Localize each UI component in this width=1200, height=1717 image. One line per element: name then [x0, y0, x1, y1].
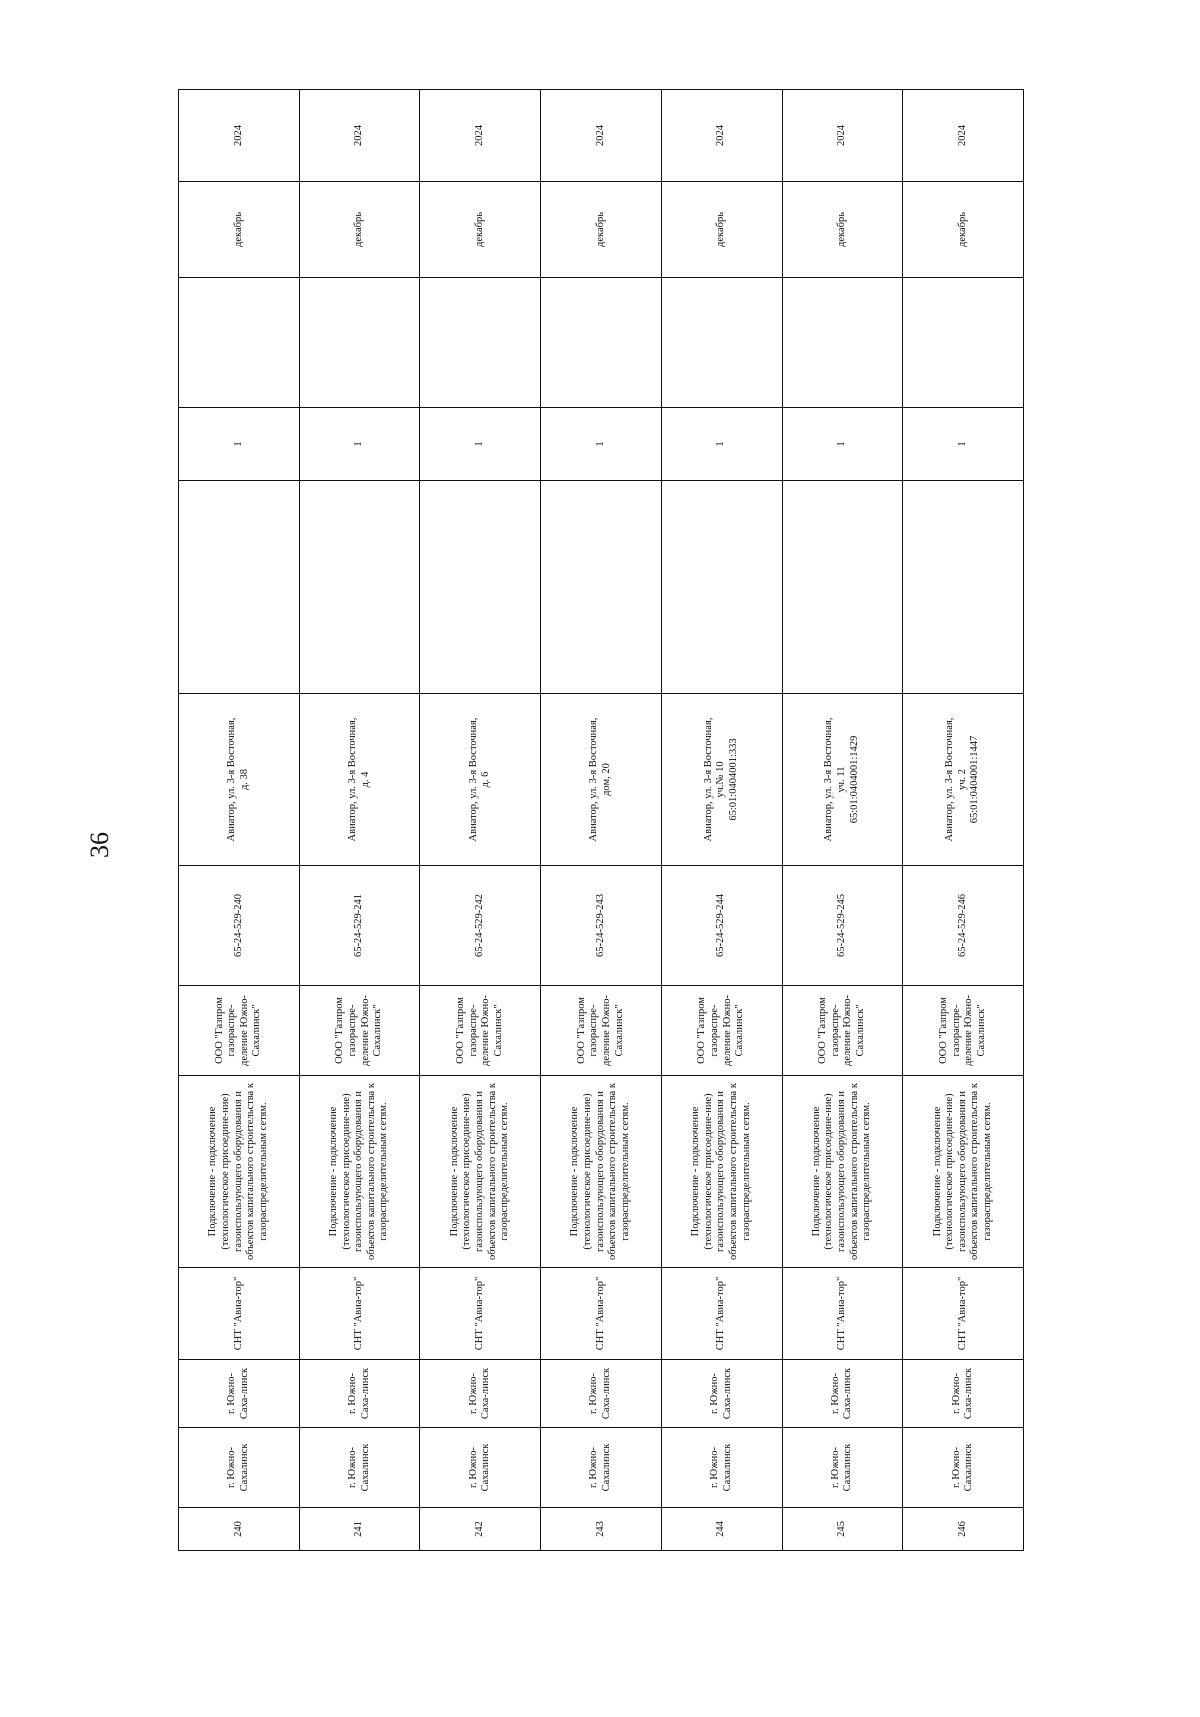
- organization-cell: ООО "Газпром газораспре-деление Южно-Сахалинск": [420, 986, 541, 1076]
- month-cell: декабрь: [299, 182, 420, 278]
- table-row: [179, 90, 300, 1551]
- table-row: [541, 90, 662, 1551]
- address-cell: Авиатор, ул. 3-я Восточная, д. 4: [299, 694, 420, 866]
- row-number-cell: 242: [420, 1508, 541, 1551]
- month-cell: декабрь: [541, 182, 662, 278]
- row-number-cell: 240: [179, 1508, 300, 1551]
- address-cell: Авиатор, ул. 3-я Восточная, д. 6: [420, 694, 541, 866]
- empty-cell: [661, 278, 782, 408]
- quantity-cell: 1: [299, 408, 420, 481]
- object-code-cell: 65-24-529-240: [179, 866, 300, 986]
- month-cell: декабрь: [179, 182, 300, 278]
- locality-cell: г. Южно-Саха-линск: [179, 1360, 300, 1428]
- snt-cell: СНТ "Авиа-тор": [541, 1268, 662, 1360]
- extra-cell: [782, 481, 903, 694]
- table-row: [782, 90, 903, 1551]
- district-cell: г. Южно-Сахалинск: [782, 1428, 903, 1508]
- district-cell: г. Южно-Сахалинск: [541, 1428, 662, 1508]
- work-description-cell: Подключение - подключение (технологическое присоедине-ние) газоиспользующего оборудования и объектов капитального строительства к газораспределительным сетям.: [299, 1076, 420, 1268]
- quantity-cell: 1: [661, 408, 782, 481]
- gasification-table: [178, 89, 1024, 1551]
- work-description-cell: Подключение - подключение (технологическое присоедине-ние) газоиспользующего оборудования и объектов капитального строительства к газораспределительным сетям.: [420, 1076, 541, 1268]
- extra-cell: [179, 481, 300, 694]
- work-description-cell: Подключение - подключение (технологическое присоедине-ние) газоиспользующего оборудования и объектов капитального строительства к газораспределительным сетям.: [179, 1076, 300, 1268]
- empty-cell: [179, 278, 300, 408]
- organization-cell: ООО "Газпром газораспре-деление Южно-Сахалинск": [782, 986, 903, 1076]
- snt-cell: СНТ "Авиа-тор": [903, 1268, 1024, 1360]
- organization-cell: ООО "Газпром газораспре-деление Южно-Сахалинск": [903, 986, 1024, 1076]
- table-row: [299, 90, 420, 1551]
- quantity-cell: 1: [179, 408, 300, 481]
- organization-cell: ООО "Газпром газораспре-деление Южно-Сахалинск": [661, 986, 782, 1076]
- address-cell: Авиатор, ул. 3-я Восточная, дом, 20: [541, 694, 662, 866]
- locality-cell: г. Южно-Саха-линск: [661, 1360, 782, 1428]
- empty-cell: [782, 278, 903, 408]
- month-cell: декабрь: [903, 182, 1024, 278]
- month-cell: декабрь: [420, 182, 541, 278]
- snt-cell: СНТ "Авиа-тор": [179, 1268, 300, 1360]
- page-number: 36: [85, 832, 114, 858]
- address-cell: Авиатор, ул. 3-я Восточная, уч. 2 65:01:0404001:1447: [903, 694, 1024, 866]
- district-cell: г. Южно-Сахалинск: [903, 1428, 1024, 1508]
- quantity-cell: 1: [541, 408, 662, 481]
- month-cell: декабрь: [661, 182, 782, 278]
- organization-cell: ООО "Газпром газораспре-деление Южно-Сахалинск": [179, 986, 300, 1076]
- table-row: [903, 90, 1024, 1551]
- extra-cell: [903, 481, 1024, 694]
- quantity-cell: 1: [420, 408, 541, 481]
- row-number-cell: 244: [661, 1508, 782, 1551]
- empty-cell: [903, 278, 1024, 408]
- object-code-cell: 65-24-529-241: [299, 866, 420, 986]
- table-container: [178, 90, 1024, 1551]
- work-description-cell: Подключение - подключение (технологическое присоедине-ние) газоиспользующего оборудования и объектов капитального строительства к газораспределительным сетям.: [661, 1076, 782, 1268]
- locality-cell: г. Южно-Саха-линск: [903, 1360, 1024, 1428]
- object-code-cell: 65-24-529-242: [420, 866, 541, 986]
- quantity-cell: 1: [903, 408, 1024, 481]
- extra-cell: [299, 481, 420, 694]
- district-cell: г. Южно-Сахалинск: [420, 1428, 541, 1508]
- locality-cell: г. Южно-Саха-линск: [299, 1360, 420, 1428]
- year-cell: 2024: [179, 90, 300, 182]
- year-cell: 2024: [299, 90, 420, 182]
- extra-cell: [661, 481, 782, 694]
- object-code-cell: 65-24-529-246: [903, 866, 1024, 986]
- work-description-cell: Подключение - подключение (технологическое присоедине-ние) газоиспользующего оборудования и объектов капитального строительства к газораспределительным сетям.: [541, 1076, 662, 1268]
- table-row: [661, 90, 782, 1551]
- locality-cell: г. Южно-Саха-линск: [420, 1360, 541, 1428]
- year-cell: 2024: [541, 90, 662, 182]
- snt-cell: СНТ "Авиа-тор": [782, 1268, 903, 1360]
- year-cell: 2024: [420, 90, 541, 182]
- district-cell: г. Южно-Сахалинск: [661, 1428, 782, 1508]
- snt-cell: СНТ "Авиа-тор": [420, 1268, 541, 1360]
- quantity-cell: 1: [782, 408, 903, 481]
- empty-cell: [541, 278, 662, 408]
- table-row: [420, 90, 541, 1551]
- snt-cell: СНТ "Авиа-тор": [299, 1268, 420, 1360]
- row-number-cell: 243: [541, 1508, 662, 1551]
- work-description-cell: Подключение - подключение (технологическое присоедине-ние) газоиспользующего оборудования и объектов капитального строительства к газораспределительным сетям.: [903, 1076, 1024, 1268]
- district-cell: г. Южно-Сахалинск: [179, 1428, 300, 1508]
- object-code-cell: 65-24-529-244: [661, 866, 782, 986]
- object-code-cell: 65-24-529-243: [541, 866, 662, 986]
- row-number-cell: 246: [903, 1508, 1024, 1551]
- locality-cell: г. Южно-Саха-линск: [541, 1360, 662, 1428]
- extra-cell: [541, 481, 662, 694]
- empty-cell: [420, 278, 541, 408]
- address-cell: Авиатор, ул. 3-я Восточная, д. 38: [179, 694, 300, 866]
- row-number-cell: 241: [299, 1508, 420, 1551]
- month-cell: декабрь: [782, 182, 903, 278]
- year-cell: 2024: [661, 90, 782, 182]
- work-description-cell: Подключение - подключение (технологическое присоедине-ние) газоиспользующего оборудования и объектов капитального строительства к газораспределительным сетям.: [782, 1076, 903, 1268]
- year-cell: 2024: [903, 90, 1024, 182]
- row-number-cell: 245: [782, 1508, 903, 1551]
- snt-cell: СНТ "Авиа-тор": [661, 1268, 782, 1360]
- empty-cell: [299, 278, 420, 408]
- organization-cell: ООО "Газпром газораспре-деление Южно-Сахалинск": [541, 986, 662, 1076]
- locality-cell: г. Южно-Саха-линск: [782, 1360, 903, 1428]
- year-cell: 2024: [782, 90, 903, 182]
- organization-cell: ООО "Газпром газораспре-деление Южно-Сахалинск": [299, 986, 420, 1076]
- address-cell: Авиатор, ул. 3-я Восточная, уч.№ 10 65:01:0404001:333: [661, 694, 782, 866]
- extra-cell: [420, 481, 541, 694]
- district-cell: г. Южно-Сахалинск: [299, 1428, 420, 1508]
- address-cell: Авиатор, ул. 3-я Восточная, уч. 11 65:01:0404001:1429: [782, 694, 903, 866]
- object-code-cell: 65-24-529-245: [782, 866, 903, 986]
